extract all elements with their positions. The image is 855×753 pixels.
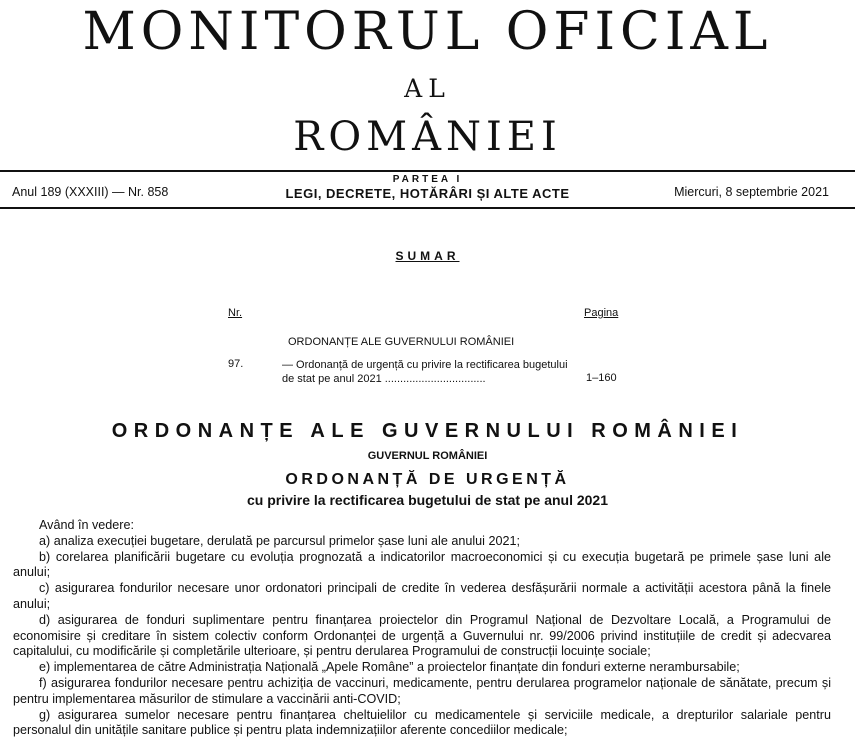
body-paragraph: a) analiza execuției bugetare, derulată pe parcursul primelor șase luni ale anului 2021; [39, 533, 520, 548]
header-rule-bottom [0, 207, 855, 209]
summary-section: ORDONANȚE ALE GUVERNULUI ROMÂNIEI [288, 336, 515, 348]
act-body [13, 518, 831, 739]
part-title: LEGI, DECRETE, HOTĂRÂRI ȘI ALTE ACTE [285, 186, 570, 201]
masthead-title: MONITORUL OFICIAL [82, 2, 773, 62]
body-paragraph: b) corelarea planificării bugetare cu evoluția prognozată a indicatorilor macroeconomici și cu execuția bugetară pe primele șase luni ale anului; [13, 549, 831, 580]
header-rule-top [0, 170, 855, 172]
masthead-connector: AL [404, 74, 451, 103]
issue-date: Miercuri, 8 septembrie 2021 [674, 185, 829, 199]
body-paragraph: c) asigurarea fondurilor necesare unor ordonatori principali de credite în vederea desfășurării normale a activității acestora până la finele anului; [13, 581, 831, 611]
issuer-label: GUVERNUL ROMÂNIEI [367, 450, 488, 462]
summary-col-nr: Nr. [228, 307, 243, 319]
act-subtitle: cu privire la rectificarea bugetului de stat pe anul 2021 [246, 492, 609, 508]
body-paragraph: g) asigurarea sumelor necesare pentru finanțarea cheltuielilor cu medicamentele și serviciile medicale, a drepturilor salariale pentru personalul din unitățile sanitare publice și pentru plata indemnizațiilor aferente concediilor medicale; [13, 707, 831, 738]
issue-number: Anul 189 (XXXIII) — Nr. 858 [12, 185, 169, 199]
masthead-country: ROMÂNIEI [293, 114, 562, 160]
body-paragraph: e) implementarea de către Administrația Națională „Apele Române” a proiectelor finanțate din fonduri externe nerambursabile; [39, 660, 740, 675]
act-title: ORDONANȚĂ DE URGENȚĂ [285, 471, 570, 488]
body-paragraph: f) asigurarea fondurilor necesare pentru achiziția de vaccinuri, medicamente, pentru derularea programelor naționale de sănătate, precum și pentru implementarea măsurilor de stimulare a vaccinării anti-COVID; [13, 675, 831, 706]
part-label: PARTEA I [392, 174, 463, 185]
summary-entry-text[interactable]: — Ordonanță de urgență cu privire la rectificarea bugetului de stat pe anul 2021 ................................. [282, 359, 568, 385]
summary-entry-number: 97. [228, 358, 244, 370]
summary-col-page: Pagina [584, 307, 619, 319]
body-paragraph: Având în vedere: [39, 518, 134, 532]
summary-title: SUMAR [395, 249, 460, 263]
body-paragraph: d) asigurarea de fonduri suplimentare pentru finanțarea proiectelor din Programul Național de Dezvoltare Locală, a Programului de economisire și creditare în sistem colectiv conform Ordonanței de urgență a Guvernului nr. 99/2006 privind instituțiile de credit și adecvarea capitalului, cu modificările și completările ulterioare, și pentru derularea Programului de construcții locuințe sociale; [13, 612, 831, 659]
summary-entry-pages: 1–160 [586, 372, 617, 384]
section-heading: ORDONANȚE ALE GUVERNULUI ROMÂNIEI [111, 420, 744, 442]
